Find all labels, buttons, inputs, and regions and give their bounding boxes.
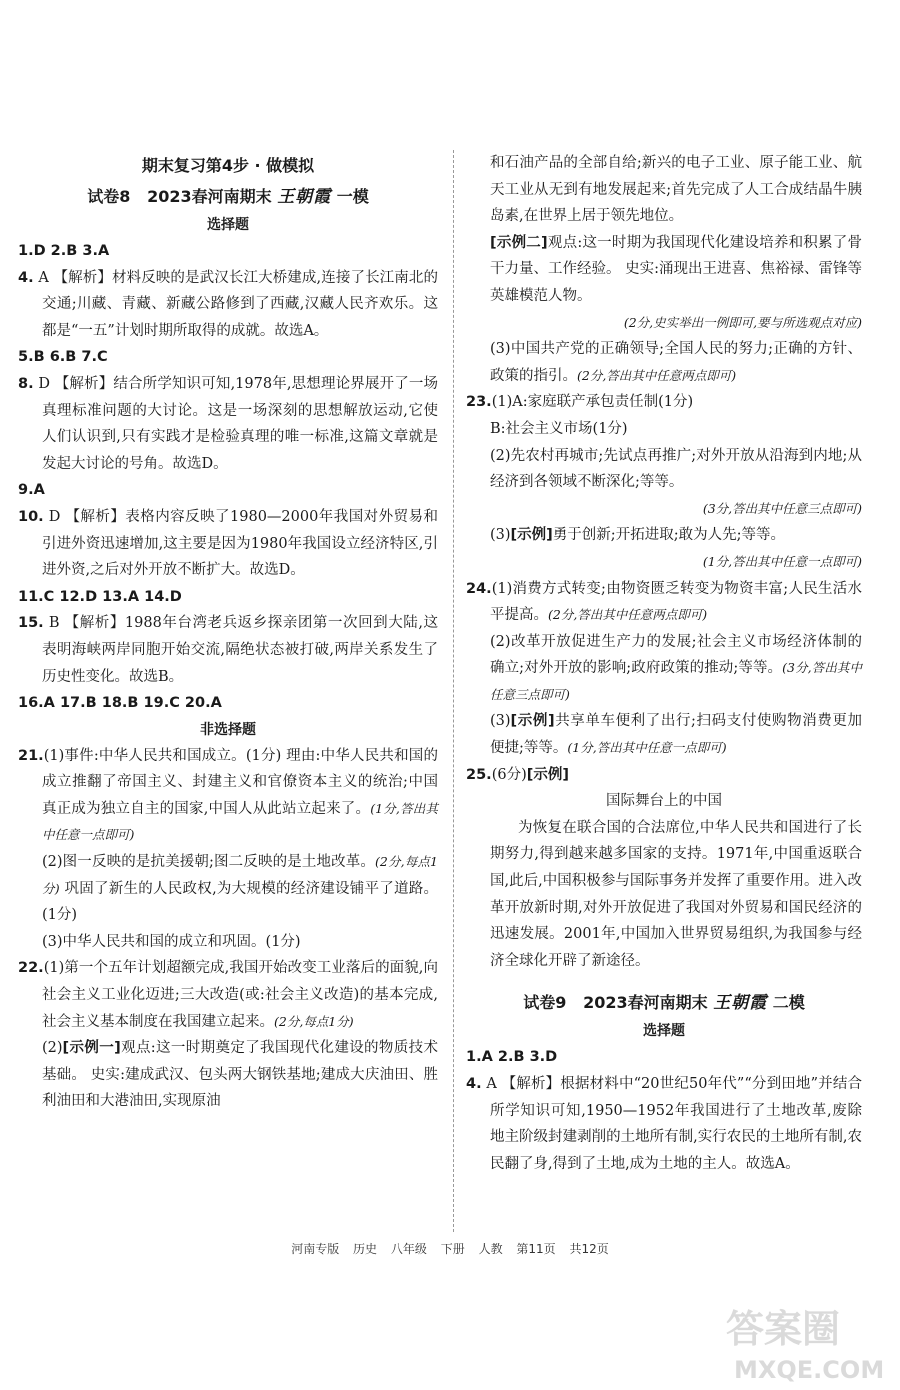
paper8-suffix: 一模 (336, 187, 369, 206)
question-15: 15. B 【解析】1988年台湾老兵返乡探亲团第一次回到大陆,这表明海峡两岸同胞开始交流,隔绝状态被打破,两岸关系发生了历史性变化。故选B。 (18, 615, 438, 685)
essay-title: 国际舞台上的中国 (606, 793, 722, 810)
answers-1-3: 1.D 2.B 3.A (18, 243, 110, 259)
essay-body: 为恢复在联合国的合法席位,中华人民共和国进行了长期努力,得到越来越多国家的支持。1971年,中国重返联合国,此后,中国积极参与国际事务并发挥了重要作用。进入改革开放新时期,对外开放促进了我国对外贸易和国民经济的迅速发展。2001年,中国加入世界贸易组织,为我国参与经济全球化开辟了新途径。 (490, 819, 862, 969)
answers-16-20: 16.A 17.B 18.B 19.C 20.A (18, 695, 222, 712)
paper9-heading (466, 988, 862, 1018)
question-24-part2: (2)改革开放促进生产力的发展;社会主义市场经济体制的确立;对外开放的影响;政府政策的推动;等等。(3分,答出其中任意三点即可) (490, 633, 863, 702)
question-22-example-note: (2分,史实举出一例即可,要与所选观点对应) (623, 314, 862, 330)
answers-5-7: 5.B 6.B 7.C (18, 349, 108, 366)
footer-total: 共12页 (569, 1242, 609, 1256)
question-22-example1: (2)[示例一]观点:这一时期奠定了我国现代化建设的物质技术基础。 史实:建成武汉、包头两大钢铁基地;建成大庆油田、胜利油田和大港油田,实现原油 (42, 1040, 438, 1110)
footer-region: 河南专版 (291, 1242, 340, 1256)
watermark-cn: 答案圈 (726, 1307, 841, 1351)
question-4: 4. A 【解析】材料反映的是武汉长江大桥建成,连接了长江南北的交通;川藏、青藏、新藏公路修到了西藏,汉藏人民齐欢乐。这都是“一五”计划时期所取得的成就。故选A。 (18, 269, 439, 339)
paper9-section-choice-heading: 选择题 (643, 1023, 685, 1040)
section-choice-heading: 选择题 (207, 217, 249, 233)
column-divider (453, 150, 454, 1232)
question-21-part3: (3)中华人民共和国的成立和巩固。(1分) (42, 933, 301, 950)
question-23-part2: (2)先农村再城市;先试点再推广;对外开放从沿海到内地;从经济到各领域不断深化;等等。 (490, 447, 862, 491)
page-title: 期末复习第4步 · 做模拟 (141, 156, 315, 175)
paper9-prefix: 试卷9 (523, 993, 567, 1013)
question-23-part1a: 23.(1)A:家庭联产承包责任制(1分) (466, 394, 694, 411)
right-column (466, 150, 862, 1177)
watermark-logo (720, 1298, 895, 1386)
question-23-part3-note: (1分,答出其中任意一点即可) (702, 553, 862, 569)
paper8-signature-logo: 王朝霞 (277, 187, 332, 207)
question-21-part1: 21.(1)事件:中华人民共和国成立。(1分) 理由:中华人民共和国的成立推翻了帝国主义、封建主义和官僚资本主义的统治;中国真正成为独立自主的国家,中国人从此站立起来了。(1分,答出其中任意一点即可) (18, 747, 439, 843)
question-8: 8. D 【解析】结合所学知识可知,1978年,思想理论界展开了一场真理标准问题的大讨论。这是一场深刻的思想解放运动,它使人们认识到,只有实践才是检验真理的唯一标准,这篇文章就是发起大讨论的号角。故选D。 (18, 375, 438, 472)
footer-grade: 八年级 (390, 1242, 427, 1256)
question-22-part3: (3)中国共产党的正确领导;全国人民的努力;正确的方针、政策的指引。(2分,答出其中任意两点即可) (490, 341, 862, 384)
paper8-prefix: 试卷8 (87, 187, 131, 206)
question-23-part1b: B:社会主义市场(1分) (490, 420, 628, 437)
paper9-suffix: 二模 (772, 993, 805, 1013)
question-25-head: 25.(6分)[示例] (466, 766, 569, 783)
footer-publisher: 人教 (478, 1242, 503, 1256)
paper8-name: 2023春河南期末 (147, 187, 272, 206)
question-10: 10. D 【解析】表格内容反映了1980—2000年我国对外贸易和引进外资迅速增加,这主要是因为1980年我国设立经济特区,引进外资,之后对外开放不断扩大。故选D。 (18, 508, 438, 579)
question-21-part2: (2)图一反映的是抗美援朝;图二反映的是土地改革。(2分,每点1分) 巩固了新生的人民政权,为大规模的经济建设铺平了道路。(1分) (42, 854, 439, 924)
paper8-heading (18, 182, 438, 212)
paper9-name: 2023春河南期末 (583, 993, 708, 1013)
footer-subject: 历史 (353, 1242, 378, 1256)
answer-9: 9.A (18, 482, 45, 499)
question-24-part3: (3)[示例]共享单车便利了出行;扫码支付使购物消费更加便捷;等等。(1分,答出其中任意一点即可) (490, 713, 862, 757)
question-22-part1: 22.(1)第一个五年计划超额完成,我国开始改变工业落后的面貌,向社会主义工业化迈进;三大改造(或:社会主义改造)的基本完成,社会主义基本制度在我国建立起来。(2分,每点1分) (18, 960, 438, 1030)
paper9-signature-logo: 王朝霞 (713, 993, 768, 1014)
paper9-question-4: 4. A 【解析】根据材料中“20世纪50年代”“分到田地”并结合所学知识可知,1950—1952年我国进行了土地改革,废除地主阶级封建剥削的土地所有制,实行农民的土地所有制,农民翻了身,得到了土地,成为土地的主人。故选A。 (466, 1076, 862, 1172)
question-23-part3: (3)[示例]勇于创新;开拓进取;敢为人先;等等。 (490, 527, 785, 544)
question-22-continued: 和石油产品的全部自给;新兴的电子工业、原子能工业、航天工业从无到有地发展起来;首先完成了人工合成结晶牛胰岛素,在世界上居于领先地位。 (490, 155, 862, 225)
question-23-part2-note: (3分,答出其中任意三点即可) (702, 500, 862, 516)
footer-volume: 下册 (440, 1242, 465, 1256)
question-24-part1: 24.(1)消费方式转变;由物资匮乏转变为物资丰富;人民生活水平提高。(2分,答出其中任意两点即可) (466, 580, 862, 624)
page-footer (0, 1240, 900, 1257)
footer-page: 第11页 (516, 1242, 556, 1256)
section-nonchoice-heading: 非选择题 (200, 721, 256, 738)
watermark-en: MXQE.COM (734, 1356, 885, 1384)
left-column (18, 150, 438, 1115)
question-22-example2: [示例二]观点:这一时期为我国现代化建设培养和积累了骨干力量、工作经验。 史实:涌现出王进喜、焦裕禄、雷锋等英雄模范人物。 (490, 234, 862, 304)
paper9-answers-1-3: 1.A 2.B 3.D (466, 1049, 558, 1066)
answers-11-14: 11.C 12.D 13.A 14.D (18, 588, 182, 605)
